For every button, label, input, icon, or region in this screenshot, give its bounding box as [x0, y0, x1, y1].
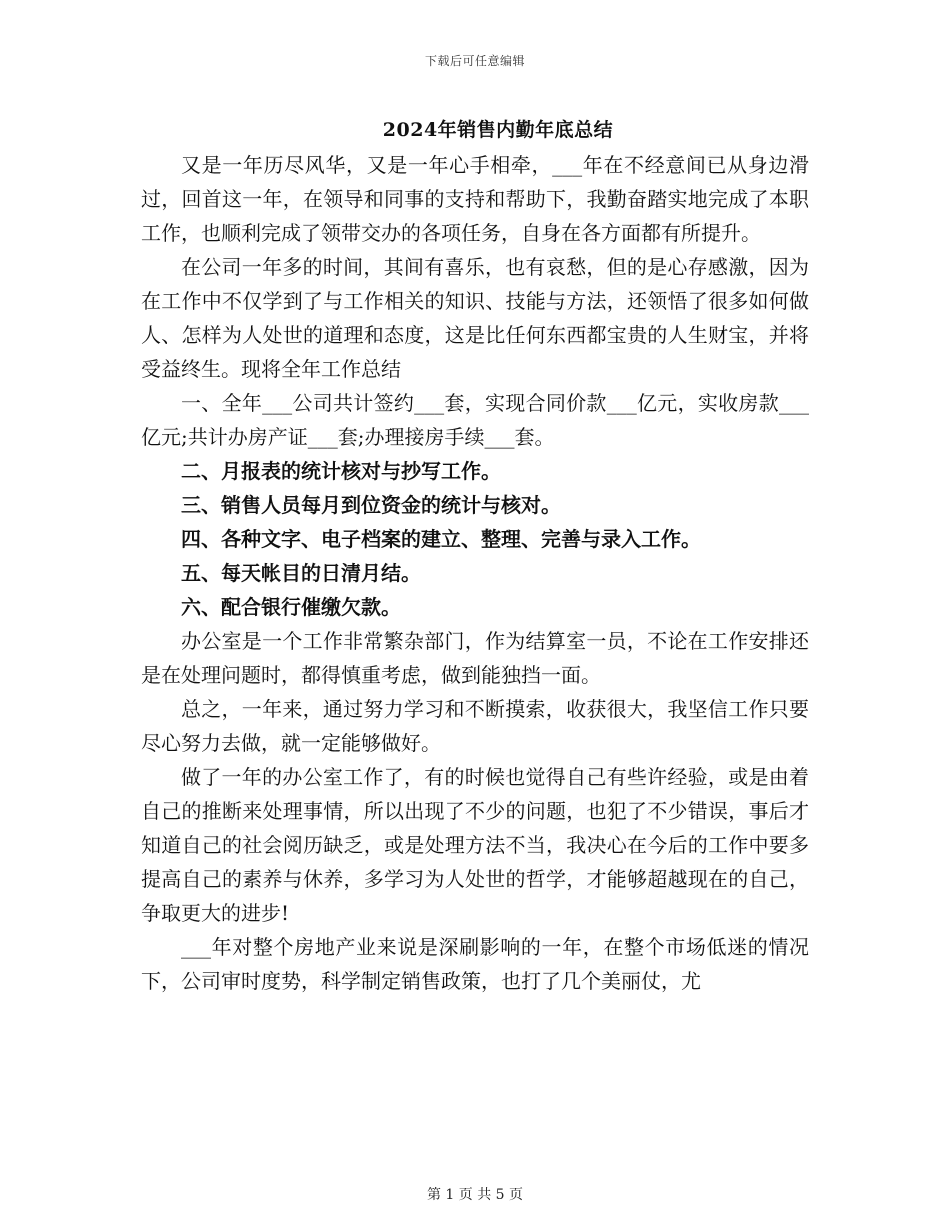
paragraph-item-6: 六、配合银行催缴欠款。 [181, 595, 401, 619]
paragraph-item-2: 二、月报表的统计核对与抄写工作。 [181, 459, 501, 483]
paragraph-item-5: 五、每天帐目的日清月结。 [181, 561, 421, 585]
paragraph-gratitude: 在公司一年多的时间，其间有喜乐，也有哀愁，但的是心存感激，因为在工作中不仅学到了与工作相关的知识、技能与方法，还领悟了很多如何做人、怎样为人处世的道理和态度，这是比任何东西都宝贵的人生财宝，并将受益终生。现将全年工作总结 [141, 255, 809, 381]
paragraph-market: ___年对整个房地产业来说是深刷影响的一年，在整个市场低迷的情况下，公司审时度势，科学制定销售政策，也打了几个美丽仗，尤 [141, 935, 809, 993]
document-body [141, 148, 809, 998]
page-header-note: 下载后可任意编辑 [424, 54, 525, 68]
paragraph-office: 办公室是一个工作非常繁杂部门，作为结算室一员，不论在工作安排还是在处理问题时，都得慎重考虑，做到能独挡一面。 [141, 629, 809, 687]
paragraph-item-3: 三、销售人员每月到位资金的统计与核对。 [181, 493, 561, 517]
paragraph-item-4: 四、各种文字、电子档案的建立、整理、完善与录入工作。 [181, 527, 701, 551]
page-number: 第 1 页 共 5 页 [426, 1187, 524, 1203]
paragraph-intro: 又是一年历尽风华，又是一年心手相牵，___年在不经意间已从身边滑过，回首这一年，在领导和同事的支持和帮助下，我勤奋踏实地完成了本职工作，也顺利完成了领带交办的各项任务，自身在各方面都有所提升。 [141, 153, 809, 245]
paragraph-summary: 总之，一年来，通过努力学习和不断摸索，收获很大，我坚信工作只要尽心努力去做，就一定能够做好。 [141, 697, 809, 755]
paragraph-item-1: 一、全年___公司共计签约___套，实现合同价款___亿元，实收房款___亿元;共计办房产证___套;办理接房手续___套。 [141, 391, 809, 449]
document-title: 2024年销售内勤年底总结 [382, 119, 614, 141]
paragraph-reflection: 做了一年的办公室工作了，有的时候也觉得自己有些许经验，或是由着自己的推断来处理事情，所以出现了不少的问题，也犯了不少错误，事后才知道自己的社会阅历缺乏，或是处理方法不当，我决心在今后的工作中要多提高自己的素养与休养，多学习为人处世的哲学，才能够超越现在的自己，争取更大的进步! [141, 765, 809, 925]
